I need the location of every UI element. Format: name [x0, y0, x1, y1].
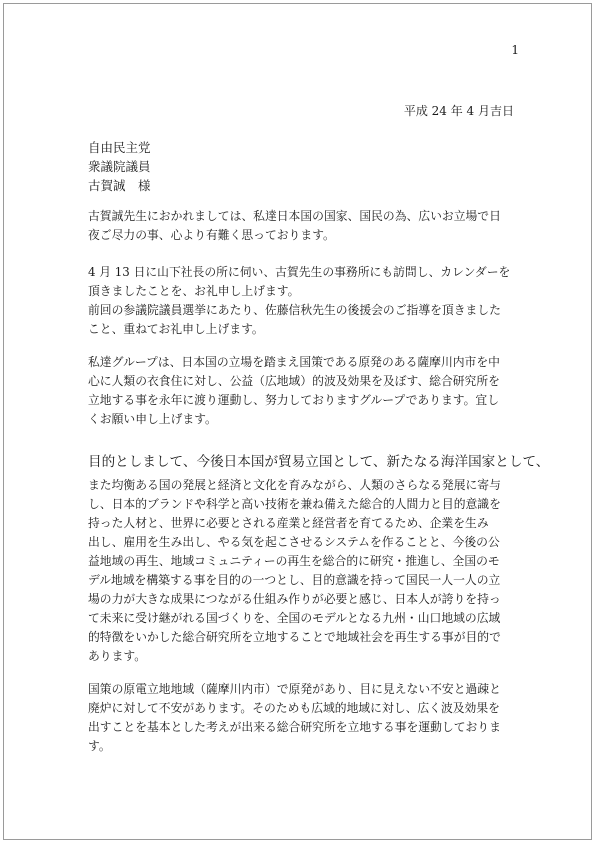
text-line: 心に人類の衣食住に対し、公益（広地域）的波及効果を及ぼす、総合研究所を — [88, 374, 500, 388]
paragraph-group-intro — [88, 353, 516, 429]
text-line: くお願い申し上げます。 — [88, 412, 217, 426]
text-line: 前回の参議院議員選挙にあたり、佐藤信秋先生の後援会のご指導を頂きました — [88, 303, 501, 317]
text-line: 廃炉に対して不安があります。そのためも広域的地域に対し、広く波及効果を — [88, 701, 500, 715]
text-line: 的特徴をいかした総合研究所を立地することで地域社会を再生する事が目的で — [88, 630, 501, 644]
recipient-party: 自由民主党 — [88, 140, 151, 155]
paragraph-greeting — [88, 207, 516, 245]
text-line: 益地域の再生、地域コミュニティーの再生を総合的に研究・推進し、全国のモ — [88, 554, 500, 568]
recipient-role: 衆議院議員 — [88, 159, 151, 174]
recipient-block — [88, 138, 151, 195]
text-line: 出し、雇用を生み出し、やる気を起こさせるシステムを作ることと、今後の公 — [88, 535, 500, 549]
page-number: 1 — [511, 43, 519, 57]
text-line: 持った人材と、世界に必要とされる産業と経営者を育てるため、企業を生み — [88, 516, 489, 530]
text-line: あります。 — [88, 649, 147, 663]
text-line: デル地域を構築する事を目的の一つとし、目的意識を持って国民一人一人の立 — [88, 573, 501, 587]
text-line: 出すことを基本とした考えが出来る総合研究所を立地する事を運動しておりま — [88, 720, 501, 734]
text-line: 国策の原電立地地域（薩摩川内市）で原発があり、目に見えない不安と過疎と — [88, 682, 501, 696]
text-line: 4 月 13 日に山下社長の所に伺い、古賀先生の事務所にも訪問し、カレンダーを — [88, 265, 511, 279]
text-line: す。 — [88, 739, 111, 753]
paragraph-thanks — [88, 263, 516, 339]
text-line: 頂きましたことを、お礼申し上げます。 — [88, 284, 300, 298]
text-line: 古賀誠先生におかれましては、私達日本国の国家、国民の為、広いお立場で日 — [88, 209, 501, 223]
purpose-lead-line: 目的としまして、今後日本国が貿易立国として、新たなる海洋国家として、 — [88, 454, 550, 470]
text-line: て未来に受け継がれる国づくりを、全国のモデルとなる九州・山口地域の広域 — [88, 611, 501, 625]
text-line: 私達グループは、日本国の立場を踏まえ国策である原発のある薩摩川内市を中 — [88, 355, 500, 369]
paragraph-purpose — [88, 451, 550, 666]
recipient-name: 古賀誠 様 — [88, 178, 151, 193]
text-line: また均衡ある国の発展と経済と文化を育みながら、人類のさらなる発展に寄与 — [88, 478, 501, 492]
letter-date: 平成 24 年 4 月吉日 — [403, 104, 514, 118]
text-line: こと、重ねてお礼申し上げます。 — [88, 322, 264, 336]
text-line: し、日本的ブランドや科学と高い技術を兼ね備えた総合的人間力と目的意識を — [88, 497, 501, 511]
text-line: 立地する事を永年に渡り運動し、努力しておりますグループであります。宜し — [88, 393, 500, 407]
text-line: 場の力が大きな成果につながる仕組み作りが必要と感じ、日本人が誇りを持っ — [88, 592, 501, 606]
text-line: 夜ご尽力の事、心より有難く思っております。 — [88, 228, 335, 242]
paragraph-nuclear-region — [88, 680, 516, 756]
